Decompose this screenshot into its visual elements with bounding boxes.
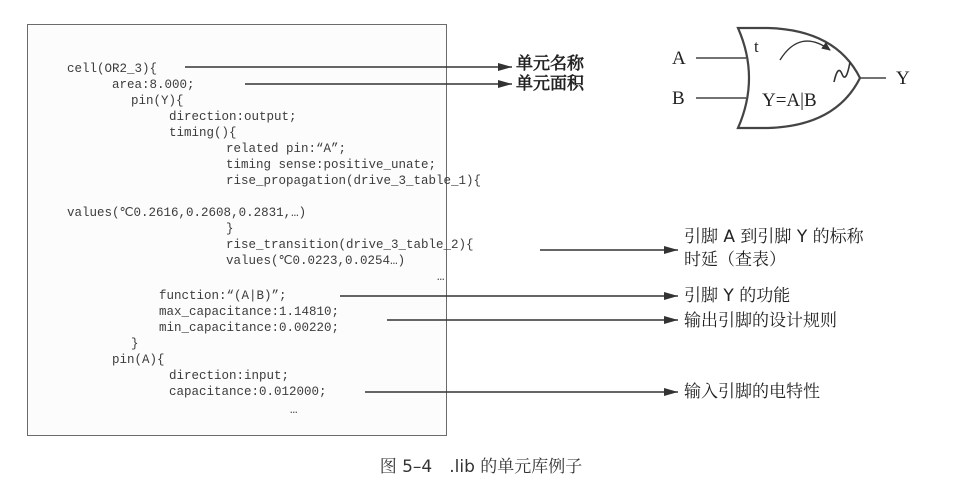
code-line: pin(Y){ <box>131 94 184 108</box>
code-line: values(℃0.2616,0.2608,0.2831,…) <box>67 206 307 220</box>
code-line: related pin:“A”; <box>226 142 347 156</box>
note-output-rules: 输出引脚的设计规则 <box>684 311 837 331</box>
code-line: values(℃0.0223,0.0254…) <box>226 254 406 268</box>
code-line: min_capacitance:0.00220; <box>159 321 340 335</box>
code-line: timing sense:positive_unate; <box>226 158 437 172</box>
note-input-char: 输入引脚的电特性 <box>684 382 820 402</box>
code-line: … <box>437 270 445 284</box>
code-line: pin(A){ <box>112 353 165 367</box>
gate-t-label: t <box>754 37 759 56</box>
code-line: timing(){ <box>169 126 237 140</box>
note-pin-function: 引脚 Y 的功能 <box>684 286 791 306</box>
code-line: … <box>290 403 298 417</box>
gate-expression: Y=A|B <box>762 90 817 111</box>
gate-output-y-label: Y <box>896 68 910 89</box>
note-delay-line1: 引脚 A 到引脚 Y 的标称 <box>684 227 864 247</box>
code-line: capacitance:0.012000; <box>169 385 327 399</box>
code-line: direction:output; <box>169 110 297 124</box>
or-gate-diagram <box>668 20 918 135</box>
note-delay-line2: 时延（查表） <box>684 250 786 270</box>
code-line: area:8.000; <box>112 78 195 92</box>
code-line: direction:input; <box>169 369 290 383</box>
gate-input-b-label: B <box>672 88 685 109</box>
code-line: } <box>131 337 139 351</box>
gate-input-a-label: A <box>672 48 686 69</box>
figure-caption: 图 5–4 .lib 的单元库例子 <box>379 457 583 477</box>
code-line: rise_transition(drive_3_table_2){ <box>226 238 474 252</box>
code-line: } <box>226 222 234 236</box>
code-line: function:“(A|B)”; <box>159 289 287 303</box>
code-line: cell(OR2_3){ <box>67 62 158 76</box>
code-line: max_capacitance:1.14810; <box>159 305 340 319</box>
code-line: rise_propagation(drive_3_table_1){ <box>226 174 482 188</box>
note-cell-area: 单元面积 <box>516 74 584 94</box>
note-cell-name: 单元名称 <box>516 54 584 74</box>
